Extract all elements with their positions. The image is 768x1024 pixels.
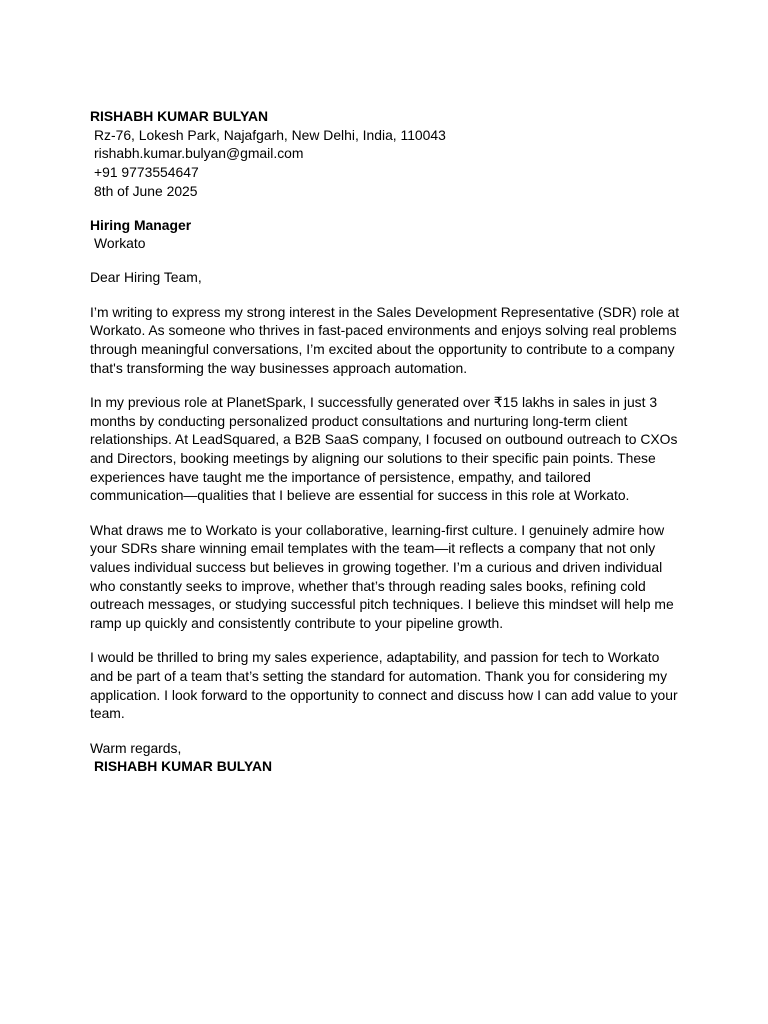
paragraph-line: experiences have taught me the importance of persistence, empathy, and tailored: [90, 468, 591, 485]
recipient-company: Workato: [94, 235, 146, 252]
paragraph-line: months by conducting personalized product consultations and nurturing long-term client: [90, 412, 628, 429]
paragraph-2: [90, 393, 680, 505]
closing-block: [90, 739, 680, 776]
paragraph-line: I’m writing to express my strong interest in the Sales Development Representative (SDR) role at: [90, 303, 680, 320]
paragraph-line: ramp up quickly and consistently contribute to your pipeline growth.: [90, 615, 504, 632]
sender-block: [90, 107, 680, 201]
sender-name: RISHABH KUMAR BULYAN: [90, 108, 269, 124]
salutation-text: Dear Hiring Team,: [90, 269, 202, 286]
recipient-block: [90, 216, 680, 253]
recipient-title: Hiring Manager: [90, 216, 192, 233]
salutation: [90, 268, 680, 287]
paragraph-line: values individual success but believes in growing together. I’m a curious and driven individual: [90, 559, 663, 576]
paragraph-1: [90, 303, 680, 378]
sender-phone: +91 9773554647: [94, 164, 199, 181]
paragraph-line: and be part of a team that’s setting the standard for automation. Thank you for considering my: [90, 668, 668, 685]
paragraph-line: Workato. As someone who thrives in fast-paced environments and enjoys solving real problems: [90, 322, 677, 339]
sender-address: Rz-76, Lokesh Park, Najafgarh, New Delhi, India, 110043: [94, 126, 446, 143]
paragraph-line: team.: [90, 705, 125, 722]
closing-text: Warm regards,: [90, 739, 182, 756]
paragraph-4: [90, 648, 680, 723]
paragraph-line: I would be thrilled to bring my sales experience, adaptability, and passion for tech to Workato: [90, 649, 660, 666]
paragraph-line: and Directors, booking meetings by aligning our solutions to their specific pain points. These: [90, 450, 656, 467]
paragraph-line: through meaningful conversations, I’m excited about the opportunity to contribute to a company: [90, 341, 675, 358]
sender-email: rishabh.kumar.bulyan@gmail.com: [94, 145, 304, 162]
paragraph-line: In my previous role at PlanetSpark, I successfully generated over ₹15 lakhs in sales in just 3: [90, 393, 658, 410]
paragraph-line: application. I look forward to the opportunity to connect and discuss how I can add value to your: [90, 686, 678, 703]
paragraph-line: What draws me to Workato is your collaborative, learning-first culture. I genuinely admire how: [90, 521, 665, 538]
paragraph-line: relationships. At LeadSquared, a B2B SaaS company, I focused on outbound outreach to CXOs: [90, 431, 678, 448]
paragraph-3: [90, 521, 680, 633]
letter-date: 8th of June 2025: [94, 182, 198, 199]
paragraph-line: your SDRs share winning email templates with the team—it reflects a company that not only: [90, 540, 656, 557]
paragraph-line: that's transforming the way businesses approach automation.: [90, 359, 468, 376]
paragraph-line: outreach messages, or studying successful pitch techniques. I believe this mindset will help me: [90, 596, 674, 613]
signature-name: RISHABH KUMAR BULYAN: [94, 758, 273, 775]
cover-letter: [90, 107, 680, 776]
paragraph-line: communication—qualities that I believe are essential for success in this role at Workato.: [90, 487, 630, 504]
paragraph-line: who constantly seeks to improve, whether that’s through reading sales books, refining cold: [90, 577, 646, 594]
